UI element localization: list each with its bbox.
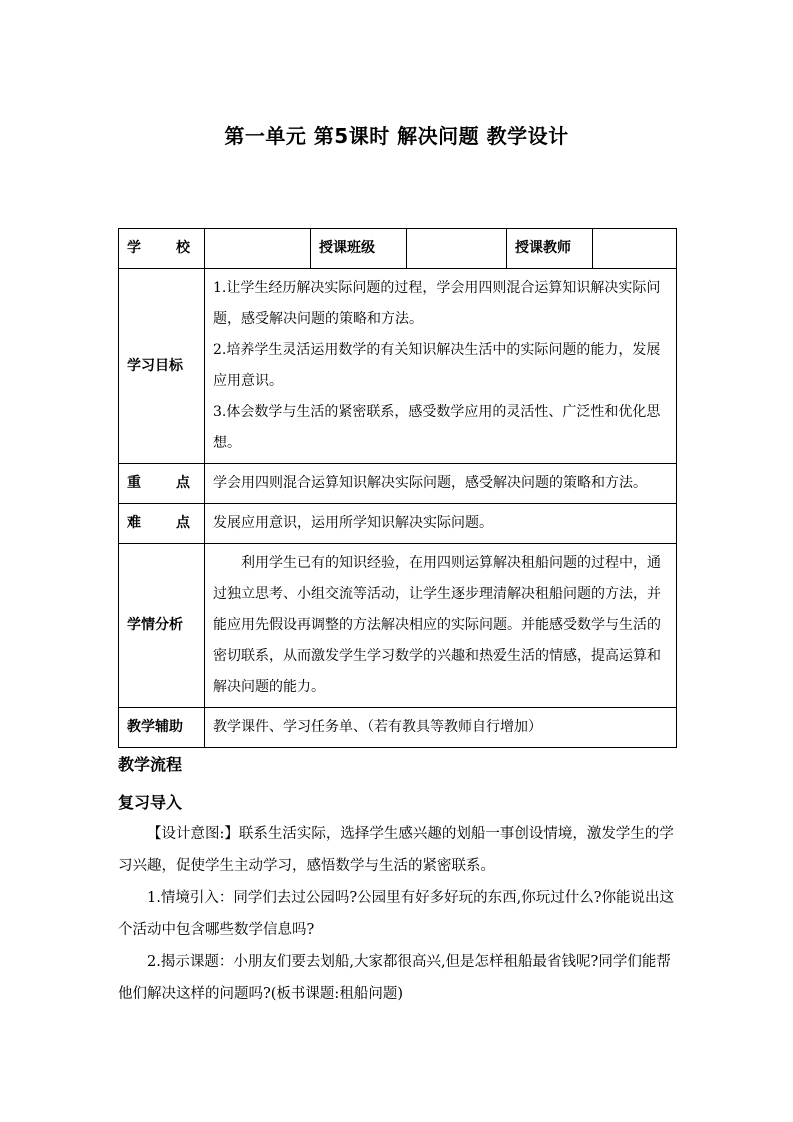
analysis-text: 利用学生已有的知识经验，在用四则运算解决租船问题的过程中，通过独立思考、小组交流等活动，让学生逐步理清解决租船问题的方法，并能应用先假设再调整的方法解决相应的实际问题。并能感受数学与生活的密切联系，从而激发学生学习数学的兴趣和热爱生活的情感，提高运算和解决问题的能力。 [205,544,677,708]
flow-heading: 教学流程 [118,755,183,774]
table-row-analysis [119,544,677,708]
class-value [407,229,507,269]
table-row-difficulty [119,504,677,544]
difficulty-text: 发展应用意识，运用所学知识解决实际问题。 [205,504,677,544]
goals-cell [205,269,677,464]
lesson-info-table [118,228,677,748]
teacher-value [593,229,677,269]
step-1-paragraph: 1.情境引入：同学们去过公园吗?公园里有好多好玩的东西,你玩过什么?你能说出这个活动中包含哪些数学信息吗? [118,890,674,938]
table-row-key-points [119,464,677,504]
analysis-label: 学情分析 [119,544,205,708]
goal-item: 2.培养学生灵活运用数学的有关知识解决生活中的实际问题的能力，发展应用意识。 [213,342,661,389]
class-label: 授课班级 [311,229,407,269]
aids-label: 教学辅助 [119,708,205,748]
table-row-goals [119,269,677,464]
goals-label: 学习目标 [119,269,205,464]
design-intent-paragraph: 【设计意图:】联系生活实际，选择学生感兴趣的划船一事创设情境，激发学生的学习兴趣，促使学生主动学习，感悟数学与生活的紧密联系。 [118,826,674,874]
key-points-text: 学会用四则混合运算知识解决实际问题，感受解决问题的策略和方法。 [205,464,677,504]
difficulty-label: 难 点 [119,504,205,544]
table-row-aids [119,708,677,748]
goal-item: 3.体会数学与生活的紧密联系，感受数学应用的灵活性、广泛性和优化思想。 [213,404,661,451]
school-value [205,229,311,269]
key-points-label: 重 点 [119,464,205,504]
step-2-paragraph: 2.揭示课题：小朋友们要去划船,大家都很高兴,但是怎样租船最省钱呢?同学们能帮他们解决这样的问题吗?(板书课题:租船问题) [118,954,671,1002]
goal-item: 1.让学生经历解决实际问题的过程，学会用四则混合运算知识解决实际问题，感受解决问题的策略和方法。 [213,280,661,327]
page-title: 第一单元 第5课时 解决问题 教学设计 [224,124,569,148]
body-paragraphs [118,818,676,1010]
school-label: 学 校 [119,229,205,269]
review-heading: 复习导入 [118,793,183,812]
table-row-header [119,229,677,269]
teacher-label: 授课教师 [507,229,593,269]
aids-text: 教学课件、学习任务单、（若有教具等教师自行增加） [205,708,677,748]
